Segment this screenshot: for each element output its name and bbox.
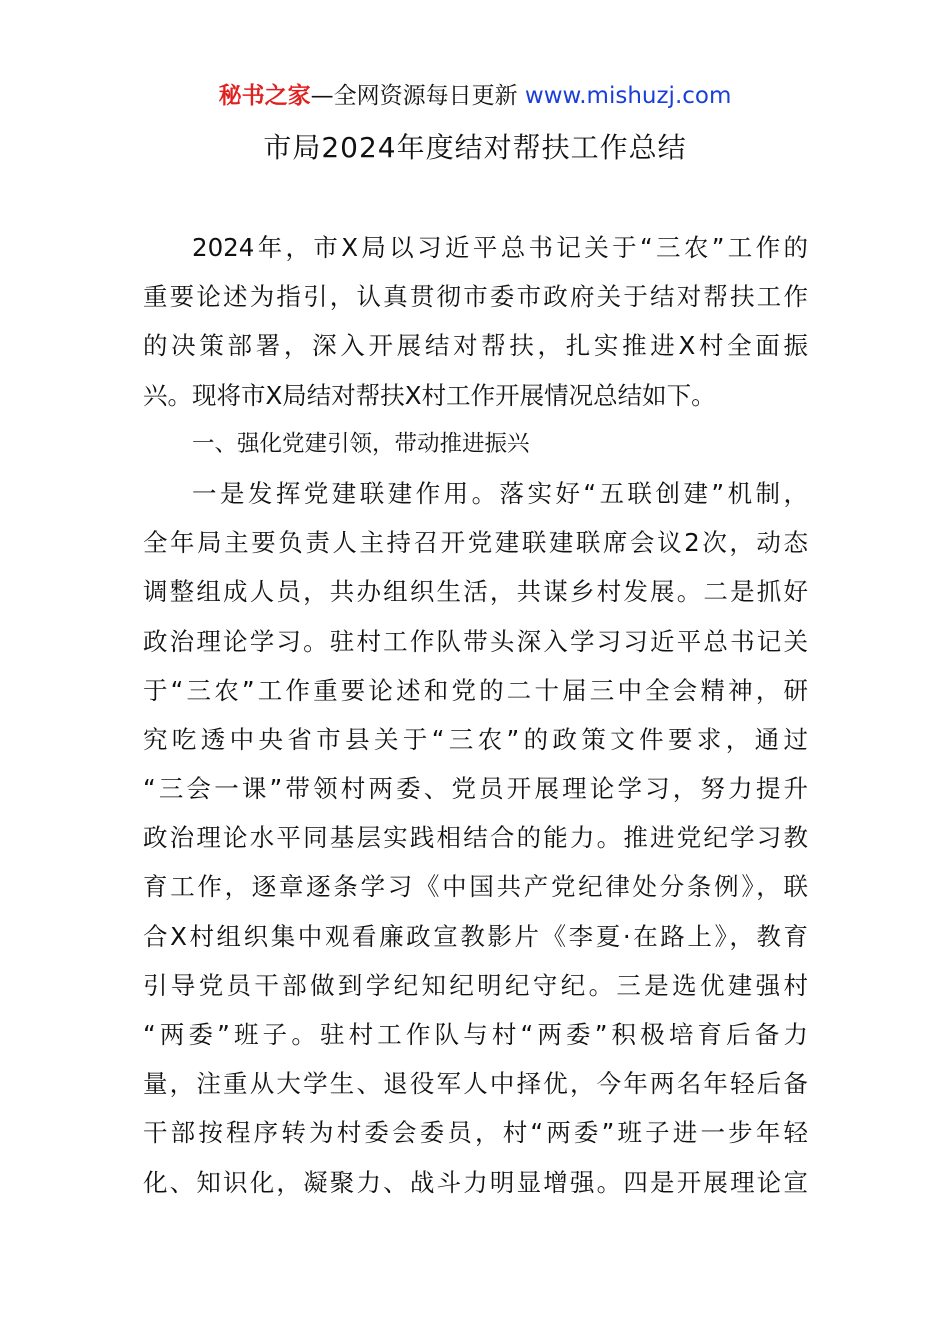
brand-name: 秘书之家 — [218, 83, 311, 109]
paragraph-line: “两委”班子。驻村工作队与村“两委”积极培育后备力 — [143, 1020, 808, 1049]
section-1-heading: 一、强化党建引领，带动推进振兴 — [192, 430, 530, 457]
paragraph-line: 一是发挥党建联建作用。落实好“五联创建”机制， — [192, 478, 808, 508]
paragraph-line: 量，注重从大学生、退役军人中择优，今年两名年轻后备 — [143, 1069, 808, 1099]
paragraph-line: 育工作，逐章逐条学习《中国共产党纪律处分条例》，联 — [143, 872, 808, 902]
paragraph-line: 兴。现将市X局结对帮扶X村工作开展情况总结如下。 — [143, 380, 716, 410]
paragraph-line: 政治理论学习。驻村工作队带头深入学习习近平总书记关 — [143, 626, 808, 656]
paragraph-line: 于“三农”工作重要论述和党的二十届三中全会精神，研 — [143, 675, 808, 705]
section-1-paragraph — [143, 469, 808, 1207]
header-tagline: —全网资源每日更新 — [310, 83, 518, 109]
paragraph-line: 化、知识化，凝聚力、战斗力明显增强。四是开展理论宣 — [143, 1167, 808, 1197]
paragraph-line: 2024年，市X局以习近平总书记关于“三农”工作的 — [192, 233, 808, 262]
paragraph-line: 合X村组织集中观看廉政宣教影片《李夏·在路上》，教育 — [143, 921, 808, 951]
document-title: 市局2024年度结对帮扶工作总结 — [263, 131, 687, 164]
paragraph-line: “三会一课”带领村两委、党员开展理论学习，努力提升 — [143, 774, 808, 804]
site-header — [0, 80, 950, 112]
paragraph-line: 重要论述为指引，认真贯彻市委市政府关于结对帮扶工作 — [143, 282, 808, 312]
intro-paragraph — [143, 223, 808, 420]
document-body — [143, 223, 808, 1207]
paragraph-line: 的决策部署，深入开展结对帮扶，扎实推进X村全面振 — [143, 331, 808, 361]
site-url[interactable]: www.mishuzj.com — [524, 83, 732, 109]
paragraph-line: 调整组成人员，共办组织生活，共谋乡村发展。二是抓好 — [143, 577, 808, 607]
paragraph-line: 全年局主要负责人主持召开党建联建联席会议2次，动态 — [143, 528, 808, 558]
paragraph-line: 引导党员干部做到学纪知纪明纪守纪。三是选优建强村 — [143, 970, 808, 1000]
section-heading — [143, 420, 808, 469]
paragraph-line: 政治理论水平同基层实践相结合的能力。推进党纪学习教 — [143, 823, 808, 853]
paragraph-line: 究吃透中央省市县关于“三农”的政策文件要求，通过 — [143, 724, 808, 754]
paragraph-line: 干部按程序转为村委会委员，村“两委”班子进一步年轻 — [143, 1118, 808, 1148]
